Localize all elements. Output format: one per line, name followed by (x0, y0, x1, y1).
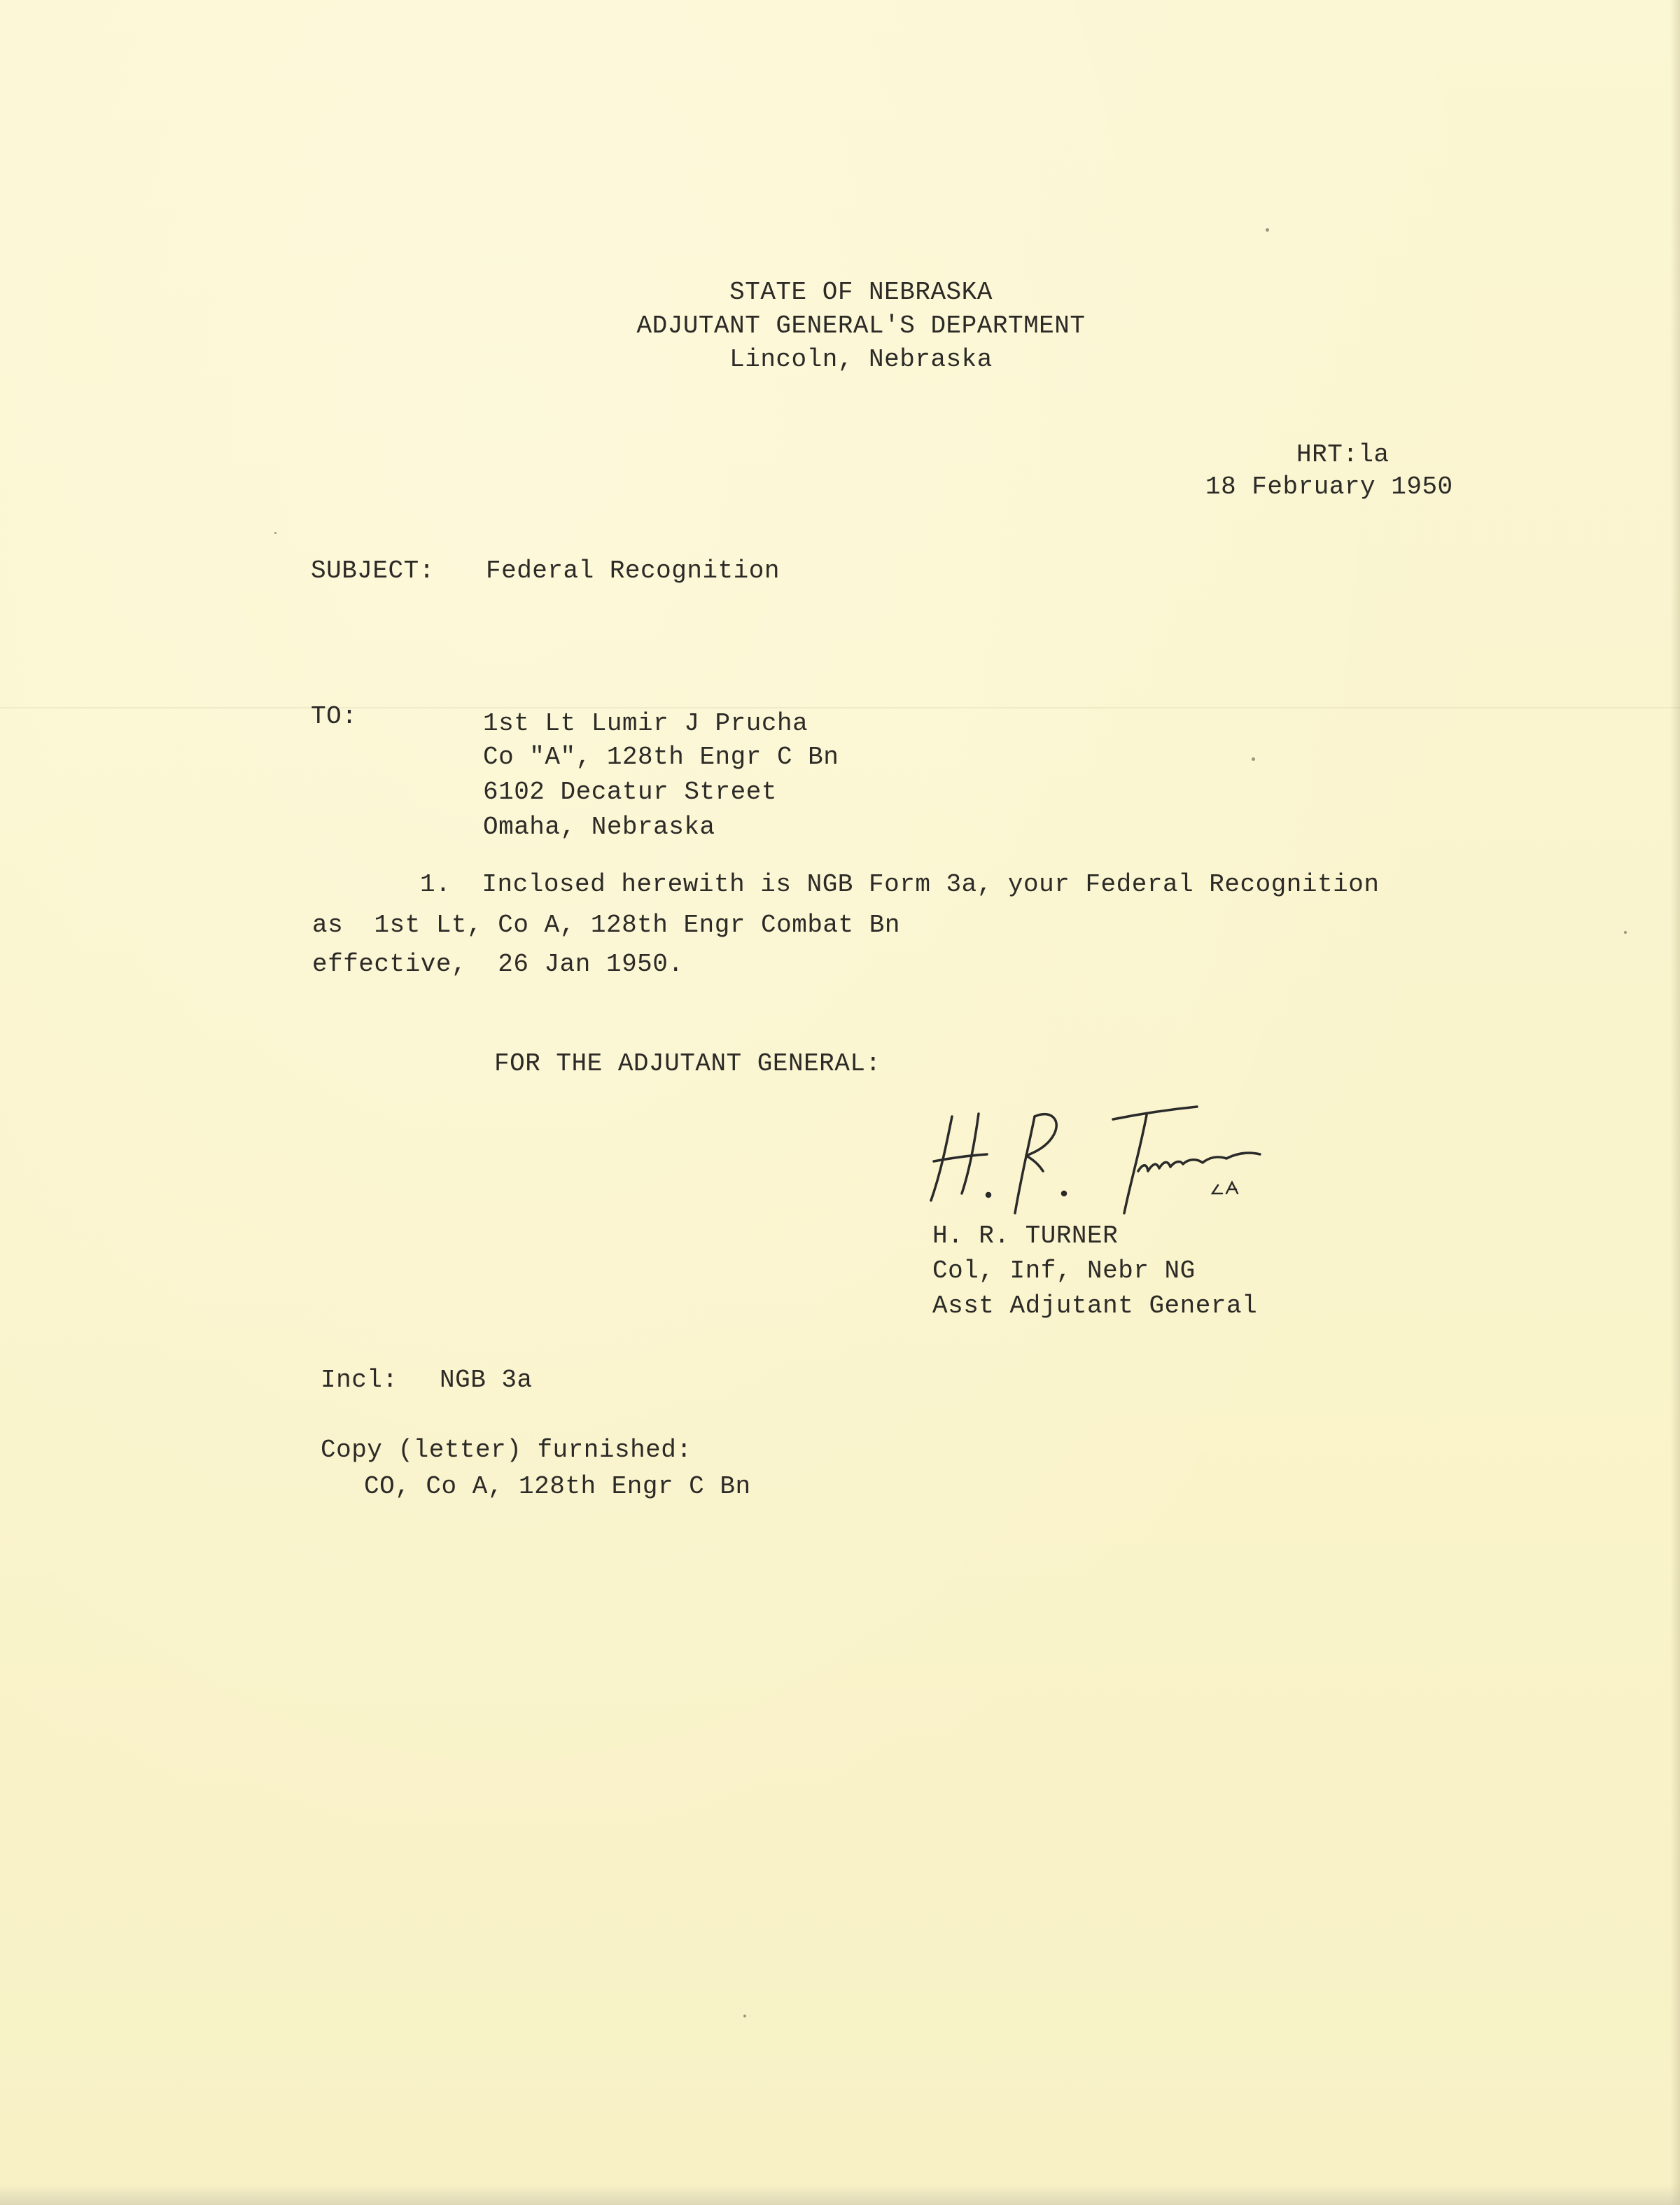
paper-bottom-edge (0, 2184, 1680, 2205)
subject-label: SUBJECT: (311, 556, 435, 585)
closing-line: FOR THE ADJUTANT GENERAL: (494, 1049, 881, 1078)
inclosure-label: Incl: (321, 1366, 398, 1394)
body-line: effective, 26 Jan 1950. (312, 950, 684, 979)
to-address-line: Omaha, Nebraska (483, 813, 715, 841)
body-line: 1. Inclosed herewith is NGB Form 3a, your Federal Recognition (420, 870, 1380, 899)
handwritten-signature (910, 1088, 1330, 1228)
body-line: as 1st Lt, Co A, 128th Engr Combat Bn (312, 911, 900, 939)
paper-speck (274, 532, 276, 534)
paper-speck (1266, 228, 1269, 232)
copy-furnished-recipient: CO, Co A, 128th Engr C Bn (364, 1472, 751, 1501)
reference-initials: HRT:la (1296, 440, 1390, 469)
letter-date: 18 February 1950 (1205, 472, 1453, 501)
letterhead-department: ADJUTANT GENERAL'S DEPARTMENT (636, 312, 1086, 340)
to-address-line: 1st Lt Lumir J Prucha (483, 709, 808, 738)
to-address-line: 6102 Decatur Street (483, 778, 777, 806)
letterhead-city: Lincoln, Nebraska (729, 345, 993, 374)
signature-rank: Col, Inf, Nebr NG (932, 1256, 1196, 1285)
subject-text: Federal Recognition (486, 556, 780, 585)
to-label: TO: (311, 702, 358, 731)
paper-fold-line (0, 707, 1680, 708)
paper-speck (743, 2015, 746, 2017)
paper-speck (1624, 931, 1627, 934)
copy-furnished-label: Copy (letter) furnished: (321, 1436, 692, 1464)
letterhead-state: STATE OF NEBRASKA (729, 278, 993, 307)
signature-name: H. R. TURNER (932, 1222, 1119, 1250)
to-address-line: Co "A", 128th Engr C Bn (483, 743, 839, 771)
paper-speck (1252, 757, 1255, 761)
signature-title: Asst Adjutant General (932, 1292, 1258, 1320)
inclosure-text: NGB 3a (440, 1366, 533, 1394)
